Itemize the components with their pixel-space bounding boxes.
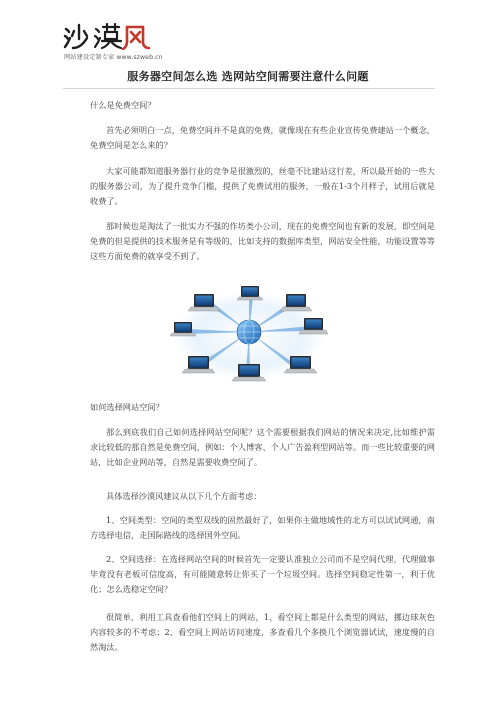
paragraph-9: 2、空间选择：在选择网站空间的时候首先一定要认准独立公司而不是空间代理，代理做事毕竟没有老板可信度高，有可能随意转让你买了一个垃圾空间。选择空间稳定性第一，利于优化；怎么选稳定空间？	[90, 554, 435, 594]
paragraph-4: 那时候也是淘汰了一批实力不强的作坊类小公司，现在的免费空间也有新的发展，即空间是免费的但是提供的技术服务是有等级的，比如支持的数据库类型，网站安全性能，功能设置等等这些方面免费的就享受不到了。	[90, 221, 435, 261]
paragraph-1: 什么是免费空间？	[90, 100, 156, 110]
logo-calligraphy-icon	[63, 22, 153, 50]
paragraph-2: 首先必须明白一点，免费空间并不是真的免费，就像现在有些企业宣传免费建站一个概念，免费空间是怎么来的？	[90, 125, 435, 150]
document-title: 服务器空间怎么选 选网站空间需要注意什么问题	[127, 70, 369, 83]
title-divider	[63, 88, 435, 89]
paragraph-3: 大家可能都知道服务器行业的竞争是很激烈的，丝毫不比建站这行差，所以最开始的一些大的服务器公司，为了提升竞争门槛，提供了免费试用的服务，一般在1-3个月样子，试用后就是收费了。	[90, 166, 435, 206]
paragraph-10: 很简单，利用工具查看他们空间上的网站，1、看空间上都是什么类型的网站，挪边球灰色内容较多的不考虑；2、看空间上网站访问速度，多查看几个多换几个浏览器试试，速度慢的自然淘汰。	[90, 612, 435, 652]
network-servers-laptops-icon	[170, 286, 328, 384]
paragraph-5: 如何选择网站空间？	[90, 402, 164, 412]
logo-tagline: 网站建设定制专家 www.szweb.cn	[64, 54, 163, 61]
paragraph-7: 具体选择沙漠风建议从以下几个方面考虑：	[106, 491, 262, 501]
paragraph-6: 那么到底我们自己如何选择网站空间呢？这个需要根据我们网站的情况来决定,比如维护需求比较低的那自然是免费空间，例如：个人博客、个人广告盈利型网站等。而一些比较重要的网站，比如企业网站等，自然是需要收费空间了。	[90, 427, 435, 467]
paragraph-8: 1、空间类型：空间的类型双线的固然最好了，如果你主做地域性的北方可以试试网通，南方选择电信，走国际路线的选择国外空间。	[90, 515, 435, 540]
network-illustration	[170, 286, 328, 384]
company-logo	[63, 22, 223, 64]
